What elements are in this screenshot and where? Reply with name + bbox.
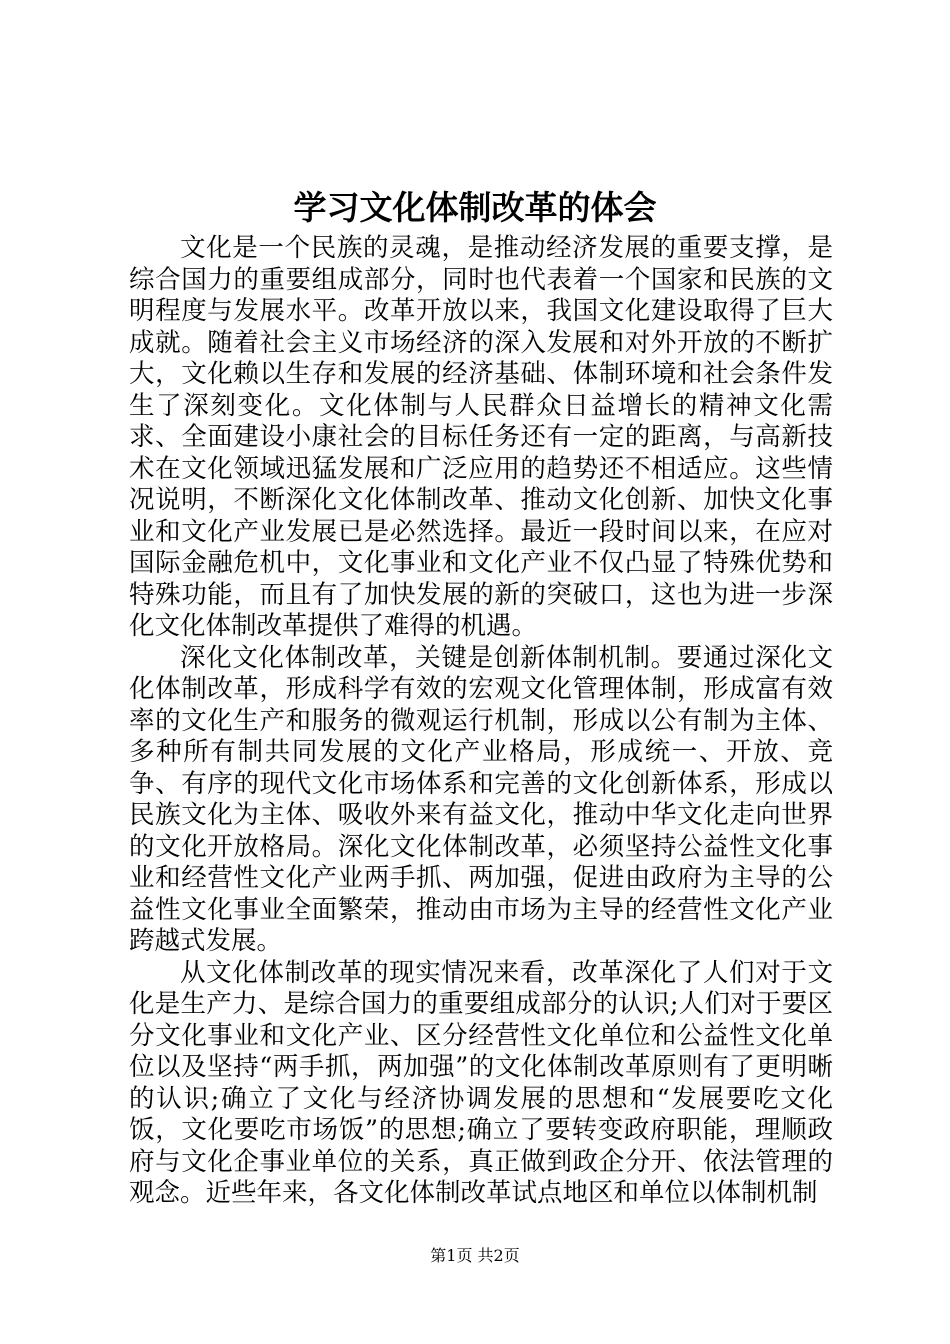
- document-body: [129, 233, 833, 1210]
- page-number-footer: 第1页 共2页: [430, 1246, 520, 1265]
- paragraph-1: 文化是一个民族的灵魂，是推动经济发展的重要支撑，是综合国力的重要组成部分，同时也代表着一个国家和民族的文明程度与发展水平。改革开放以来，我国文化建设取得了巨大成就。随着社会主义市场经济的深入发展和对外开放的不断扩大，文化赖以生存和发展的经济基础、体制环境和社会条件发生了深刻变化。文化体制与人民群众日益增长的精神文化需求、全面建设小康社会的目标任务还有一定的距离，与高新技术在文化领域迅猛发展和广泛应用的趋势还不相适应。这些情况说明，不断深化文化体制改革、推动文化创新、加快文化事业和文化产业发展已是必然选择。最近一段时间以来，在应对国际金融危机中，文化事业和文化产业不仅凸显了特殊优势和特殊功能，而且有了加快发展的新的突破口，这也为进一步深化文化体制改革提供了难得的机遇。: [129, 233, 833, 641]
- document-title: 学习文化体制改革的体会: [293, 188, 657, 227]
- paragraph-2: 深化文化体制改革，关键是创新体制机制。要通过深化文化体制改革，形成科学有效的宏观文化管理体制，形成富有效率的文化生产和服务的微观运行机制，形成以公有制为主体、多种所有制共同发展的文化产业格局，形成统一、开放、竞争、有序的现代文化市场体系和完善的文化创新体系，形成以民族文化为主体、吸收外来有益文化，推动中华文化走向世界的文化开放格局。深化文化体制改革，必须坚持公益性文化事业和经营性文化产业两手抓、两加强，促进由政府为主导的公益性文化事业全面繁荣，推动由市场为主导的经营性文化产业跨越式发展。: [129, 642, 833, 956]
- paragraph-3: 从文化体制改革的现实情况来看，改革深化了人们对于文化是生产力、是综合国力的重要组成部分的认识;人们对于要区分文化事业和文化产业、区分经营性文化单位和公益性文化单位以及坚持“两手抓，两加强”的文化体制改革原则有了更明晰的认识;确立了文化与经济协调发展的思想和“发展要吃文化饭，文化要吃市场饭”的思想;确立了要转变政府职能，理顺政府与文化企事业单位的关系，真正做到政企分开、依法管理的观念。近些年来，各文化体制改革试点地区和单位以体制机制: [129, 957, 833, 1208]
